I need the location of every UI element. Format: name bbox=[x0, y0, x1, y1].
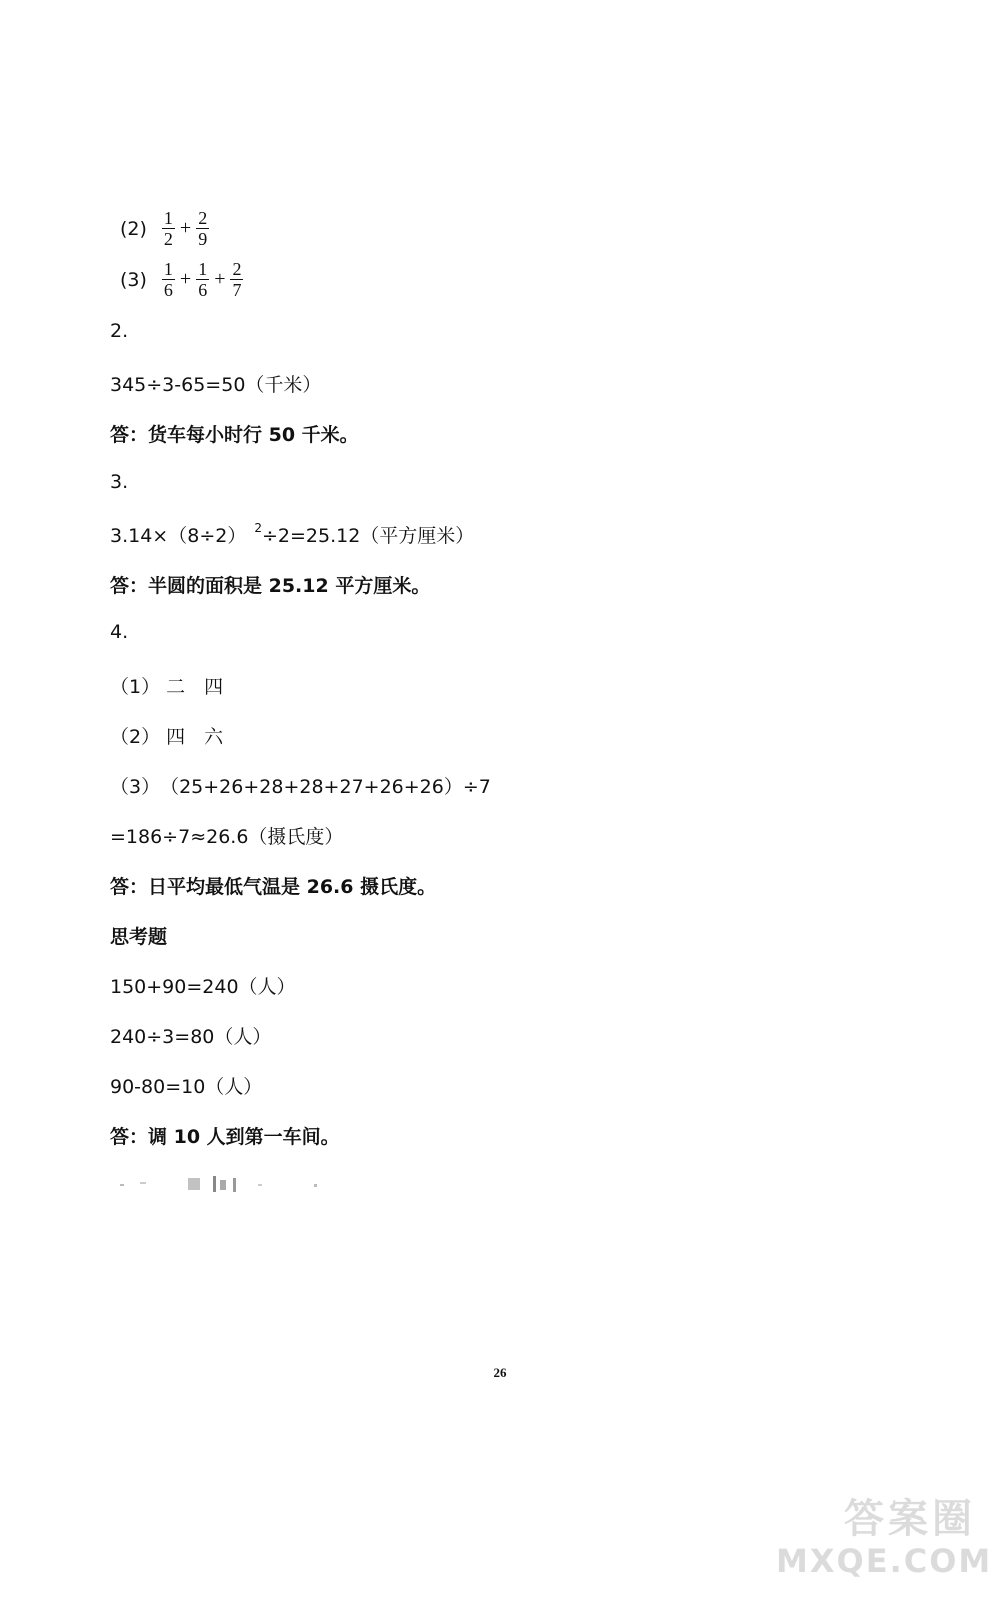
plus-sign: + bbox=[214, 268, 226, 290]
fraction bbox=[162, 208, 175, 249]
denominator: 9 bbox=[198, 229, 208, 249]
fraction-expression-2 bbox=[120, 208, 212, 249]
question-4-number: 4. bbox=[110, 621, 129, 643]
fraction bbox=[230, 259, 243, 300]
denominator: 7 bbox=[232, 280, 242, 300]
fraction-expression-3 bbox=[120, 259, 246, 300]
exponent: 2 bbox=[254, 521, 262, 535]
plus-sign: + bbox=[179, 268, 192, 290]
thinking-step-1: 150+90=240（人） bbox=[110, 976, 296, 998]
scan-noise bbox=[118, 1176, 328, 1192]
denominator: 6 bbox=[198, 280, 208, 300]
numerator: 2 bbox=[198, 208, 208, 228]
page-number: 26 bbox=[493, 1365, 507, 1380]
numerator: 2 bbox=[232, 259, 242, 279]
denominator: 2 bbox=[163, 229, 173, 249]
question-4-answer: 答：日平均最低气温是 26.6 摄氏度。 bbox=[110, 876, 437, 898]
item-label: (3) bbox=[120, 268, 147, 291]
calc-part-a: 3.14×（8÷2） bbox=[110, 525, 247, 547]
denominator: 6 bbox=[163, 280, 173, 300]
item-label: (2) bbox=[120, 217, 147, 240]
question-3-number: 3. bbox=[110, 471, 129, 493]
watermark-top-text: 答案圈 bbox=[844, 1496, 976, 1542]
fraction bbox=[162, 259, 175, 300]
question-4-part-3: （3） （25+26+28+28+27+26+26）÷7 bbox=[110, 776, 491, 798]
calc-part-b: ÷2=25.12（平方厘米） bbox=[261, 525, 475, 547]
question-2-number: 2. bbox=[110, 320, 129, 342]
thinking-question-title: 思考题 bbox=[110, 926, 168, 948]
question-2-answer: 答：货车每小时行 50 千米。 bbox=[110, 424, 359, 446]
numerator: 1 bbox=[163, 259, 173, 279]
thinking-step-2: 240÷3=80（人） bbox=[110, 1026, 272, 1048]
question-3-answer: 答：半圆的面积是 25.12 平方厘米。 bbox=[110, 575, 431, 597]
fraction bbox=[196, 208, 209, 249]
numerator: 1 bbox=[198, 259, 208, 279]
question-3-calculation bbox=[110, 521, 474, 548]
thinking-answer: 答：调 10 人到第一车间。 bbox=[110, 1126, 340, 1148]
question-4-part-3-result: =186÷7≈26.6（摄氏度） bbox=[110, 826, 344, 848]
question-4-part-2: （2） 四 六 bbox=[110, 726, 224, 748]
question-2-calculation: 345÷3-65=50（千米） bbox=[110, 374, 322, 396]
thinking-step-3: 90-80=10（人） bbox=[110, 1076, 263, 1098]
watermark-bottom-text: MXQE.COM bbox=[776, 1542, 993, 1580]
plus-sign: + bbox=[179, 217, 192, 239]
numerator: 1 bbox=[163, 208, 173, 228]
watermark-logo bbox=[776, 1496, 993, 1586]
question-4-part-1: （1） 二 四 bbox=[110, 676, 224, 698]
fraction bbox=[196, 259, 209, 300]
